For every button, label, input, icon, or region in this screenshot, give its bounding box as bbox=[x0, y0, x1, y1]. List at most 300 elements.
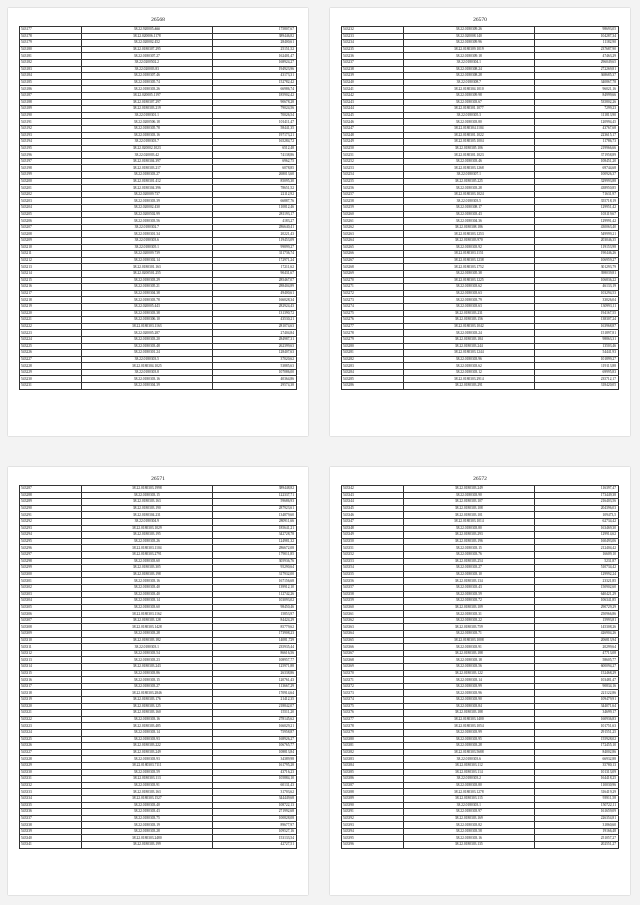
table-row bbox=[20, 604, 297, 611]
coordinate-cell: 38.22.0180301.1077 bbox=[403, 106, 534, 113]
coordinate-cell: 38.22.0180305.106 bbox=[403, 145, 534, 152]
value-cell: 106959,27 bbox=[534, 257, 618, 264]
coordinate-cell: 38.22.0180303.1428 bbox=[81, 624, 212, 631]
table-row bbox=[20, 158, 297, 165]
table-row bbox=[342, 376, 619, 383]
table-row bbox=[342, 383, 619, 390]
coordinate-cell: 38.22.0180303.199 bbox=[81, 842, 212, 849]
table-row bbox=[20, 33, 297, 40]
value-cell: 278145,62 bbox=[212, 716, 296, 723]
table-row bbox=[342, 178, 619, 185]
table-row bbox=[20, 756, 297, 763]
table-row bbox=[342, 152, 619, 159]
value-cell: 106765,77 bbox=[212, 743, 296, 750]
row-id-cell: 543302 bbox=[20, 584, 82, 591]
row-id-cell: 543279 bbox=[342, 336, 404, 343]
table-row bbox=[20, 270, 297, 277]
table-row bbox=[342, 350, 619, 357]
coordinate-cell: 38.22.0180304.397 bbox=[81, 158, 212, 165]
table-row bbox=[342, 86, 619, 93]
coordinate-cell: 38.22.0180303.1998 bbox=[81, 486, 212, 493]
coordinate-cell: 38.22.0180303.19 bbox=[81, 822, 212, 829]
value-cell: 59686,93 bbox=[212, 499, 296, 506]
coordinate-cell: 38.22.0180303.58 bbox=[403, 828, 534, 835]
data-table bbox=[19, 26, 297, 390]
table-row bbox=[20, 356, 297, 363]
table-row bbox=[342, 336, 619, 343]
table-row bbox=[20, 578, 297, 585]
coordinate-cell: 38.22.0180303.27 bbox=[81, 683, 212, 690]
table-row bbox=[342, 205, 619, 212]
row-id-cell: 543227 bbox=[20, 356, 82, 363]
value-cell: 204396,03 bbox=[534, 505, 618, 512]
row-id-cell: 543224 bbox=[20, 336, 82, 343]
value-cell: 100926,37 bbox=[534, 172, 618, 179]
page-title: 26572 bbox=[473, 476, 487, 482]
row-id-cell: 543319 bbox=[20, 697, 82, 704]
row-id-cell: 543295 bbox=[20, 538, 82, 545]
row-id-cell: 543203 bbox=[20, 198, 82, 205]
table-row bbox=[342, 736, 619, 743]
coordinate-cell: 38.22.0180303.1163 bbox=[81, 323, 212, 330]
table-row bbox=[20, 244, 297, 251]
coordinate-cell: 38.22.0180303.254 bbox=[403, 558, 534, 565]
coordinate-cell: 38.22.0180303.1104 bbox=[81, 545, 212, 552]
value-cell: 85779,62 bbox=[212, 624, 296, 631]
value-cell: 29574,38 bbox=[212, 383, 296, 390]
coordinate-cell: 38.22.0180305.78 bbox=[81, 125, 212, 132]
table-row bbox=[20, 165, 297, 172]
value-cell: 167156,68 bbox=[212, 578, 296, 585]
table-row bbox=[20, 598, 297, 605]
coordinate-cell: 38.22.0180303.96 bbox=[403, 356, 534, 363]
row-id-cell: 543317 bbox=[20, 683, 82, 690]
value-cell: 170914,64 bbox=[212, 690, 296, 697]
table-row bbox=[20, 119, 297, 126]
row-id-cell: 543395 bbox=[342, 835, 404, 842]
row-id-cell: 543250 bbox=[342, 145, 404, 152]
row-id-cell: 543255 bbox=[342, 178, 404, 185]
row-id-cell: 543232 bbox=[342, 27, 404, 34]
table-row bbox=[20, 86, 297, 93]
coordinate-cell: 38.22.0180303.14 bbox=[403, 677, 534, 684]
row-id-cell: 543182 bbox=[20, 59, 82, 66]
row-id-cell: 543345 bbox=[342, 505, 404, 512]
row-id-cell: 543228 bbox=[20, 363, 82, 370]
coordinate-cell: 38.22.0180305.225 bbox=[403, 178, 534, 185]
value-cell: 291551,25 bbox=[534, 729, 618, 736]
value-cell: 90834,16 bbox=[534, 683, 618, 690]
table-row bbox=[342, 637, 619, 644]
value-cell: 109527,16 bbox=[212, 828, 296, 835]
table-row bbox=[342, 835, 619, 842]
value-cell: 389448,82 bbox=[212, 486, 296, 493]
row-id-cell: 543339 bbox=[20, 828, 82, 835]
table-row bbox=[20, 664, 297, 671]
table-row bbox=[342, 92, 619, 99]
coordinate-cell: 38.22.020009.739 bbox=[81, 251, 212, 258]
row-id-cell: 543344 bbox=[342, 499, 404, 506]
row-id-cell: 543268 bbox=[342, 264, 404, 271]
value-cell: 17211,62 bbox=[212, 264, 296, 271]
value-cell: 155928,02 bbox=[534, 736, 618, 743]
table-row bbox=[20, 743, 297, 750]
table-row bbox=[342, 776, 619, 783]
table-row bbox=[342, 729, 619, 736]
row-id-cell: 543348 bbox=[342, 525, 404, 532]
value-cell: 54441,93 bbox=[534, 350, 618, 357]
value-cell: 7299,23 bbox=[534, 106, 618, 113]
value-cell: 124981,32 bbox=[212, 538, 296, 545]
table-row bbox=[20, 769, 297, 776]
value-cell: 340867,78 bbox=[534, 79, 618, 86]
coordinate-cell: 38.22.0180303.2480 bbox=[81, 835, 212, 842]
coordinate-cell: 38.22.0180303.176 bbox=[81, 697, 212, 704]
coordinate-cell: 38.22.0180303.86 bbox=[81, 670, 212, 677]
value-cell: 344071,64 bbox=[534, 703, 618, 710]
value-cell: 110812,46 bbox=[212, 205, 296, 212]
coordinate-cell: 38.22.0180303.40 bbox=[81, 584, 212, 591]
table-row bbox=[342, 290, 619, 297]
table-row bbox=[20, 690, 297, 697]
value-cell: 105884,10 bbox=[212, 776, 296, 783]
coordinate-cell: 38.22.0180303.1054 bbox=[403, 723, 534, 730]
coordinate-cell: 38.22.0180303.14 bbox=[81, 598, 212, 605]
row-id-cell: 543305 bbox=[20, 604, 82, 611]
coordinate-cell: 38.22.0180303.28 bbox=[81, 828, 212, 835]
coordinate-cell: 38.22.0180303.128 bbox=[81, 617, 212, 624]
coordinate-cell: 38.22.0180303.59 bbox=[81, 769, 212, 776]
table-row bbox=[342, 657, 619, 664]
table-row bbox=[342, 697, 619, 704]
value-cell: 150902,60 bbox=[534, 584, 618, 591]
value-cell: 40364,86 bbox=[212, 376, 296, 383]
value-cell: 53885,63 bbox=[212, 363, 296, 370]
coordinate-cell: 38.22.0180303.101 bbox=[403, 512, 534, 519]
value-cell: 286640,41 bbox=[212, 224, 296, 231]
data-table bbox=[341, 26, 619, 390]
row-id-cell: 543292 bbox=[20, 518, 82, 525]
coordinate-cell: 38.22.0180303.29 bbox=[81, 277, 212, 284]
value-cell: 173908,23 bbox=[212, 631, 296, 638]
row-id-cell: 543260 bbox=[342, 211, 404, 218]
row-id-cell: 543390 bbox=[342, 802, 404, 809]
value-cell: 268013,60 bbox=[212, 172, 296, 179]
table-row bbox=[20, 611, 297, 618]
value-cell: 106836,22 bbox=[534, 277, 618, 284]
value-cell: 28400,61 bbox=[212, 40, 296, 47]
table-row bbox=[20, 762, 297, 769]
row-id-cell: 543391 bbox=[342, 809, 404, 816]
value-cell: 371958,89 bbox=[534, 152, 618, 159]
row-id-cell: 543369 bbox=[342, 664, 404, 671]
table-row bbox=[342, 512, 619, 519]
table-row bbox=[342, 191, 619, 198]
coordinate-cell: 38.22.0180304.1025 bbox=[81, 363, 212, 370]
row-id-cell: 543277 bbox=[342, 323, 404, 330]
coordinate-cell: 38.22.0180303.122 bbox=[403, 670, 534, 677]
coordinate-cell: 38.22.0180303.63 bbox=[403, 303, 534, 310]
coordinate-cell: 38.22.0180301.1023 bbox=[403, 152, 534, 159]
row-id-cell: 543376 bbox=[342, 710, 404, 717]
row-id-cell: 543298 bbox=[20, 558, 82, 565]
coordinate-cell: 38.22.0180303.67 bbox=[403, 99, 534, 106]
value-cell: 430063,40 bbox=[534, 224, 618, 231]
coordinate-cell: 38.22.0180305.3 bbox=[403, 112, 534, 119]
coordinate-cell: 38.22.0180303.43 bbox=[81, 809, 212, 816]
value-cell: 287923,61 bbox=[212, 505, 296, 512]
value-cell: 26338,86 bbox=[212, 670, 296, 677]
coordinate-cell: 38.22.0180303.93 bbox=[81, 756, 212, 763]
coordinate-cell: 38.22.0180303.15 bbox=[81, 492, 212, 499]
value-cell: 398039,81 bbox=[534, 270, 618, 277]
coordinate-cell: 38.22.020005.443 bbox=[81, 303, 212, 310]
row-id-cell: 543191 bbox=[20, 119, 82, 126]
row-id-cell: 543321 bbox=[20, 710, 82, 717]
coordinate-cell: 38.22.0180303.80 bbox=[403, 782, 534, 789]
table-row bbox=[20, 631, 297, 638]
coordinate-cell: 38.22.0180309.18 bbox=[403, 53, 534, 60]
row-id-cell: 543194 bbox=[20, 139, 82, 146]
page-title: 26570 bbox=[473, 17, 487, 23]
table-row bbox=[342, 277, 619, 284]
value-cell: 438950,85 bbox=[534, 185, 618, 192]
table-row bbox=[20, 224, 297, 231]
table-row bbox=[342, 525, 619, 532]
row-id-cell: 543328 bbox=[20, 756, 82, 763]
table-row bbox=[20, 789, 297, 796]
row-id-cell: 543246 bbox=[342, 119, 404, 126]
coordinate-cell: 38.22.0180303.1238 bbox=[403, 257, 534, 264]
table-row bbox=[342, 264, 619, 271]
value-cell: 288404,89 bbox=[212, 284, 296, 291]
row-id-cell: 543220 bbox=[20, 310, 82, 317]
coordinate-cell: 38.22.0180303.1400 bbox=[403, 716, 534, 723]
coordinate-cell: 38.22.0180303.244 bbox=[403, 343, 534, 350]
table-row bbox=[20, 591, 297, 598]
table-row bbox=[20, 264, 297, 271]
value-cell: 389446,82 bbox=[212, 33, 296, 40]
row-id-cell: 543247 bbox=[342, 125, 404, 132]
row-id-cell: 543254 bbox=[342, 172, 404, 179]
table-row bbox=[20, 571, 297, 578]
table-row bbox=[342, 139, 619, 146]
value-cell: 100828,08 bbox=[212, 815, 296, 822]
coordinate-cell: 38.22.0180303.1278 bbox=[403, 789, 534, 796]
row-id-cell: 543256 bbox=[342, 185, 404, 192]
coordinate-cell: 38.22.0180303.62 bbox=[403, 284, 534, 291]
table-row bbox=[342, 185, 619, 192]
row-id-cell: 543384 bbox=[342, 762, 404, 769]
value-cell: 79024,56 bbox=[212, 106, 296, 113]
value-cell: 47713,08 bbox=[534, 650, 618, 657]
table-row bbox=[20, 145, 297, 152]
row-id-cell: 543310 bbox=[20, 637, 82, 644]
value-cell: 168924,27 bbox=[212, 59, 296, 66]
coordinate-cell: 38.22.0180303.91 bbox=[81, 782, 212, 789]
table-row bbox=[342, 356, 619, 363]
table-row bbox=[20, 842, 297, 849]
value-cell: 6078,85 bbox=[212, 165, 296, 172]
table-row bbox=[20, 637, 297, 644]
coordinate-cell: 38.22.0180303.1527 bbox=[81, 795, 212, 802]
row-id-cell: 543353 bbox=[342, 558, 404, 565]
coordinate-cell: 38.22.0180303.305 bbox=[81, 565, 212, 572]
row-id-cell: 543335 bbox=[20, 802, 82, 809]
coordinate-cell: 38.22.0180304.231 bbox=[81, 512, 212, 519]
row-id-cell: 543337 bbox=[20, 815, 82, 822]
row-id-cell: 543206 bbox=[20, 218, 82, 225]
table-row bbox=[20, 512, 297, 519]
value-cell: 221122,86 bbox=[534, 690, 618, 697]
value-cell: 37020,62 bbox=[212, 356, 296, 363]
value-cell: 281193,17 bbox=[212, 211, 296, 218]
table-row bbox=[342, 591, 619, 598]
row-id-cell: 543185 bbox=[20, 79, 82, 86]
row-id-cell: 543318 bbox=[20, 690, 82, 697]
row-id-cell: 543313 bbox=[20, 657, 82, 664]
coordinate-cell: 38.22.0180303.62 bbox=[403, 363, 534, 370]
row-id-cell: 543221 bbox=[20, 317, 82, 324]
row-id-cell: 543311 bbox=[20, 644, 82, 651]
value-cell: 250966,86 bbox=[534, 611, 618, 618]
row-id-cell: 543275 bbox=[342, 310, 404, 317]
table-row bbox=[342, 815, 619, 822]
row-id-cell: 543211 bbox=[20, 251, 82, 258]
row-id-cell: 543350 bbox=[342, 538, 404, 545]
coordinate-cell: 38.22.0180308.28 bbox=[403, 73, 534, 80]
table-row bbox=[342, 505, 619, 512]
row-id-cell: 543202 bbox=[20, 191, 82, 198]
value-cell: 163469,30 bbox=[534, 525, 618, 532]
value-cell: 296049,65 bbox=[534, 59, 618, 66]
value-cell: 129951,42 bbox=[534, 205, 618, 212]
value-cell: 95290,64 bbox=[212, 565, 296, 572]
row-id-cell: 543201 bbox=[20, 185, 82, 192]
value-cell: 152782,42 bbox=[212, 79, 296, 86]
coordinate-cell: 38.22.0180303.79 bbox=[403, 297, 534, 304]
table-row bbox=[20, 650, 297, 657]
table-row bbox=[342, 749, 619, 756]
coordinate-cell: 38.22.0180303.59 bbox=[403, 591, 534, 598]
row-id-cell: 543349 bbox=[342, 532, 404, 539]
row-id-cell: 543334 bbox=[20, 795, 82, 802]
coordinate-cell: 38.22.0180303.198 bbox=[81, 571, 212, 578]
row-id-cell: 543219 bbox=[20, 303, 82, 310]
row-id-cell: 543346 bbox=[342, 512, 404, 519]
row-id-cell: 543245 bbox=[342, 112, 404, 119]
table-row bbox=[20, 53, 297, 60]
table-row bbox=[342, 125, 619, 132]
table-row bbox=[342, 270, 619, 277]
coordinate-cell: 38.22.0180303.249 bbox=[403, 486, 534, 493]
value-cell: 237687,90 bbox=[534, 46, 618, 53]
table-row bbox=[342, 565, 619, 572]
row-id-cell: 543336 bbox=[20, 809, 82, 816]
table-row bbox=[342, 644, 619, 651]
table-row bbox=[342, 284, 619, 291]
row-id-cell: 543239 bbox=[342, 73, 404, 80]
table-row bbox=[20, 822, 297, 829]
row-id-cell: 543361 bbox=[342, 611, 404, 618]
coordinate-cell: 38.22.020006.1178 bbox=[81, 33, 212, 40]
row-id-cell: 543196 bbox=[20, 152, 82, 159]
coordinate-cell: 38.22.0180303.156 bbox=[403, 317, 534, 324]
document-page bbox=[330, 467, 630, 895]
table-row bbox=[20, 736, 297, 743]
value-cell: 194923,96 bbox=[212, 66, 296, 73]
table-row bbox=[20, 518, 297, 525]
row-id-cell: 543356 bbox=[342, 578, 404, 585]
row-id-cell: 543393 bbox=[342, 822, 404, 829]
table-row bbox=[20, 211, 297, 218]
document-page bbox=[8, 8, 308, 436]
coordinate-cell: 38.22.0180301.1 bbox=[81, 112, 212, 119]
coordinate-cell: 38.22.0180303.1 bbox=[403, 802, 534, 809]
value-cell: 42727,51 bbox=[212, 842, 296, 849]
row-id-cell: 543179 bbox=[20, 40, 82, 47]
value-cell: 43173,31 bbox=[212, 73, 296, 80]
table-row bbox=[342, 211, 619, 218]
value-cell: 139912,10 bbox=[212, 584, 296, 591]
table-row bbox=[20, 703, 297, 710]
table-row bbox=[342, 106, 619, 113]
table-row bbox=[342, 231, 619, 238]
value-cell: 368685,37 bbox=[534, 73, 618, 80]
coordinate-cell: 38.22.020009.737 bbox=[81, 191, 212, 198]
coordinate-cell: 38.22.0180307.297 bbox=[81, 99, 212, 106]
coordinate-cell: 38.22.0180303.1268 bbox=[403, 165, 534, 172]
table-row bbox=[342, 571, 619, 578]
value-cell: 286672,08 bbox=[212, 545, 296, 552]
table-row bbox=[20, 99, 297, 106]
coordinate-cell: 38.22.0180301.412 bbox=[81, 178, 212, 185]
coordinate-cell: 38.22.0180303.190 bbox=[81, 505, 212, 512]
value-cell: 111813,90 bbox=[534, 112, 618, 119]
coordinate-cell: 38.22.0180303.6 bbox=[403, 756, 534, 763]
value-cell: 185902,42 bbox=[212, 92, 296, 99]
row-id-cell: 543190 bbox=[20, 112, 82, 119]
table-row bbox=[20, 584, 297, 591]
value-cell: 160493,06 bbox=[534, 538, 618, 545]
coordinate-cell: 38.22.0180302.14 bbox=[81, 257, 212, 264]
row-id-cell: 543187 bbox=[20, 92, 82, 99]
value-cell: 86616,56 bbox=[212, 650, 296, 657]
row-id-cell: 543389 bbox=[342, 795, 404, 802]
row-id-cell: 543189 bbox=[20, 106, 82, 113]
row-id-cell: 543243 bbox=[342, 99, 404, 106]
table-row bbox=[342, 499, 619, 506]
value-cell: 216403,56 bbox=[534, 499, 618, 506]
coordinate-cell: 38.22.0180307.1 bbox=[403, 172, 534, 179]
value-cell: 11786,73 bbox=[534, 139, 618, 146]
row-id-cell: 543396 bbox=[342, 842, 404, 849]
coordinate-cell: 38.22.0180303.222 bbox=[81, 743, 212, 750]
row-id-cell: 543316 bbox=[20, 677, 82, 684]
row-id-cell: 543308 bbox=[20, 624, 82, 631]
row-id-cell: 543383 bbox=[342, 756, 404, 763]
coordinate-cell: 38.22.0180303.113 bbox=[81, 776, 212, 783]
value-cell: 19166,48 bbox=[534, 828, 618, 835]
page-title: 26571 bbox=[151, 476, 165, 482]
row-id-cell: 543320 bbox=[20, 703, 82, 710]
coordinate-cell: 38.22.0180303.27 bbox=[81, 172, 212, 179]
value-cell: 600094,27 bbox=[534, 664, 618, 671]
table-row bbox=[20, 198, 297, 205]
table-row bbox=[342, 165, 619, 172]
value-cell: 15853,97 bbox=[212, 611, 296, 618]
value-cell: 129914,62 bbox=[534, 532, 618, 539]
